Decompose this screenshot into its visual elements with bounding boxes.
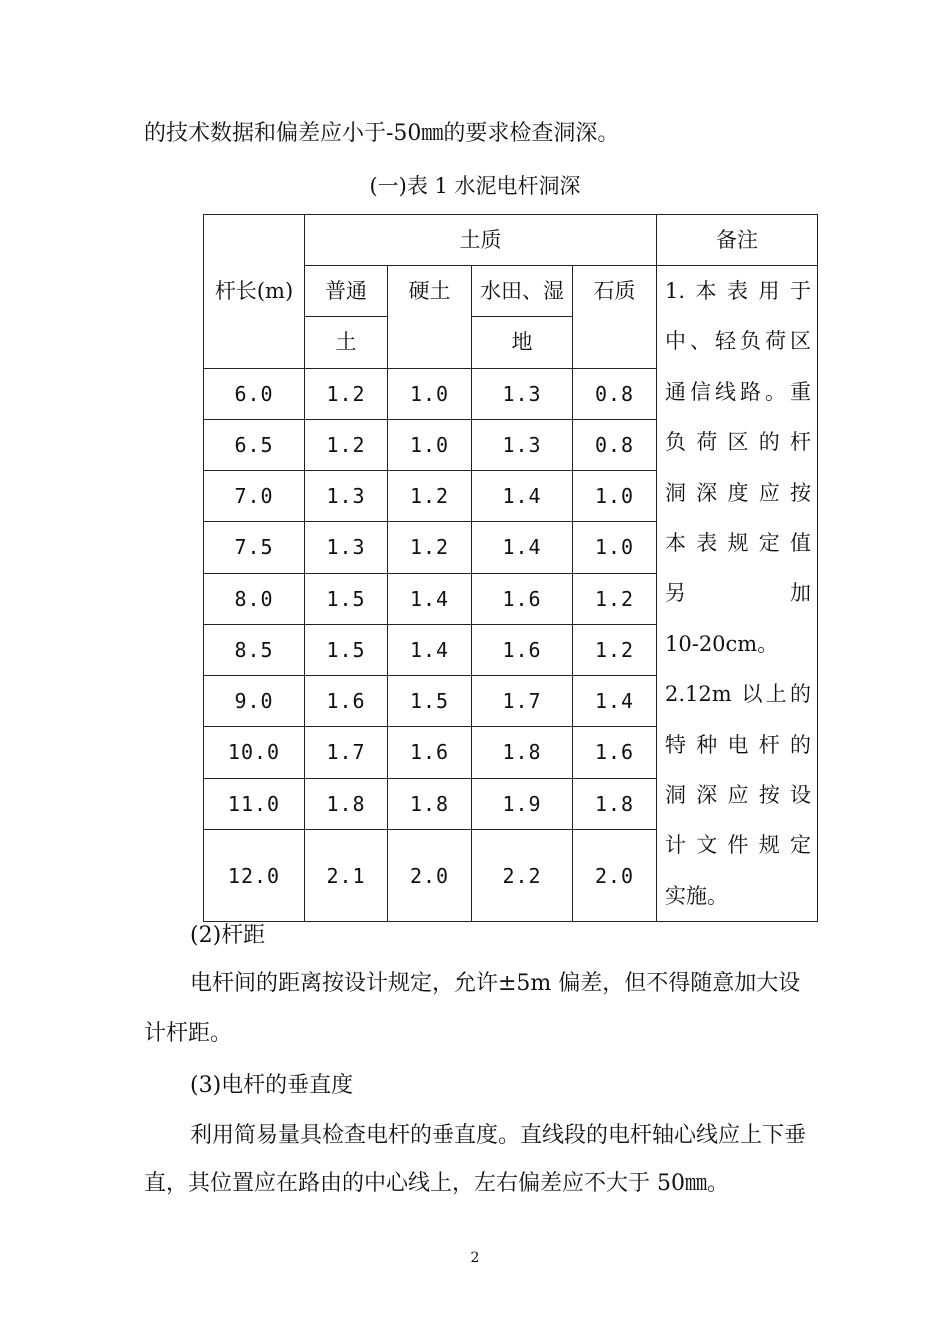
section-2-title: (2)杆距 — [190, 923, 266, 948]
table-caption: (一)表 1 水泥电杆洞深 — [369, 174, 581, 198]
cell-depth: 1.2 — [388, 471, 472, 522]
cell-depth: 1.4 — [472, 522, 573, 573]
cell-depth: 1.5 — [305, 624, 388, 675]
header-soil-normal-line2: 土 — [305, 317, 388, 368]
cell-depth: 1.8 — [305, 778, 388, 829]
cell-depth: 1.8 — [472, 727, 573, 778]
remarks-line: 洞深应按设 — [665, 783, 811, 808]
section-3-line-2: 直，其位置应在路由的中心线上，左右偏差应不大于 50㎜。 — [144, 1171, 729, 1196]
cell-depth: 2.0 — [573, 829, 657, 922]
cell-depth: 1.6 — [388, 727, 472, 778]
pole-hole-depth-table — [203, 214, 818, 922]
header-soil-rock: 石质 — [573, 266, 657, 369]
cell-depth: 1.2 — [388, 522, 472, 573]
section-3-line-1: 利用简易量具检查电杆的垂直度。直线段的电杆轴心线应上下垂 — [190, 1123, 807, 1148]
cell-depth: 1.9 — [472, 778, 573, 829]
cell-pole-length: 7.5 — [204, 522, 305, 573]
section-2-line-2: 计杆距。 — [144, 1021, 233, 1046]
section-2-line-1: 电杆间的距离按设计规定，允许±5m 偏差，但不得随意加大设 — [190, 971, 801, 996]
section-3-title: (3)电杆的垂直度 — [190, 1073, 354, 1098]
cell-depth: 1.5 — [305, 573, 388, 624]
header-remarks: 备注 — [657, 215, 818, 266]
cell-depth: 1.6 — [305, 676, 388, 727]
remarks-line: 2.12m 以上的 — [665, 682, 811, 707]
cell-depth: 1.6 — [472, 624, 573, 675]
header-soil-paddy-line2: 地 — [472, 317, 573, 368]
cell-depth: 1.2 — [573, 573, 657, 624]
cell-pole-length: 9.0 — [204, 676, 305, 727]
cell-depth: 1.0 — [388, 419, 472, 470]
cell-depth: 1.3 — [472, 368, 573, 419]
cell-pole-length: 11.0 — [204, 778, 305, 829]
cell-depth: 1.0 — [388, 368, 472, 419]
cell-depth: 1.7 — [472, 676, 573, 727]
cell-depth: 1.8 — [573, 778, 657, 829]
cell-depth: 2.0 — [388, 829, 472, 922]
cell-depth: 1.4 — [388, 624, 472, 675]
remarks-line: 通信线路。重 — [665, 379, 811, 404]
cell-depth: 1.0 — [573, 471, 657, 522]
remarks-line: 洞深度应按 — [665, 480, 811, 505]
cell-depth: 1.6 — [472, 573, 573, 624]
cell-depth: 1.3 — [305, 522, 388, 573]
header-soil-paddy: 水田、湿 — [472, 266, 573, 317]
cell-pole-length: 6.0 — [204, 368, 305, 419]
remarks-line: 本表规定值 — [665, 531, 811, 556]
intro-paragraph-tail: 的技术数据和偏差应小于-50㎜的要求检查洞深。 — [144, 121, 620, 146]
cell-depth: 1.3 — [472, 419, 573, 470]
remarks-line: 另 加 — [665, 581, 811, 606]
cell-depth: 1.4 — [388, 573, 472, 624]
remarks-line: 实施。 — [665, 883, 728, 908]
page-number: 2 — [470, 1250, 480, 1266]
remarks-line: 特种电杆的 — [665, 732, 811, 757]
header-soil-type: 土质 — [305, 215, 657, 266]
cell-depth: 0.8 — [573, 368, 657, 419]
remarks-line: 负荷区的杆 — [665, 430, 811, 455]
cell-depth: 1.2 — [573, 624, 657, 675]
cell-depth: 1.5 — [388, 676, 472, 727]
cell-pole-length: 6.5 — [204, 419, 305, 470]
remarks-line: 1.本表用于 — [665, 279, 811, 303]
cell-pole-length: 8.5 — [204, 624, 305, 675]
header-soil-hard: 硬土 — [388, 266, 472, 369]
cell-depth: 0.8 — [573, 419, 657, 470]
cell-depth: 1.3 — [305, 471, 388, 522]
cell-depth: 1.8 — [388, 778, 472, 829]
cell-pole-length: 8.0 — [204, 573, 305, 624]
cell-depth: 1.2 — [305, 368, 388, 419]
cell-pole-length: 10.0 — [204, 727, 305, 778]
remarks-line: 计文件规定 — [665, 833, 811, 858]
cell-depth: 1.2 — [305, 419, 388, 470]
cell-depth: 1.7 — [305, 727, 388, 778]
remarks-cell — [657, 266, 818, 922]
cell-depth: 1.6 — [573, 727, 657, 778]
cell-pole-length: 7.0 — [204, 471, 305, 522]
header-pole-length: 杆长(m) — [204, 215, 305, 369]
header-soil-normal: 普通 — [305, 266, 388, 317]
table-header-row — [204, 215, 818, 266]
remarks-line: 中、轻负荷区 — [665, 329, 811, 354]
cell-pole-length: 12.0 — [204, 829, 305, 922]
cell-depth: 1.4 — [573, 676, 657, 727]
remarks-line: 10-20cm。 — [665, 631, 779, 656]
cell-depth: 1.4 — [472, 471, 573, 522]
cell-depth: 2.2 — [472, 829, 573, 922]
cell-depth: 2.1 — [305, 829, 388, 922]
cell-depth: 1.0 — [573, 522, 657, 573]
